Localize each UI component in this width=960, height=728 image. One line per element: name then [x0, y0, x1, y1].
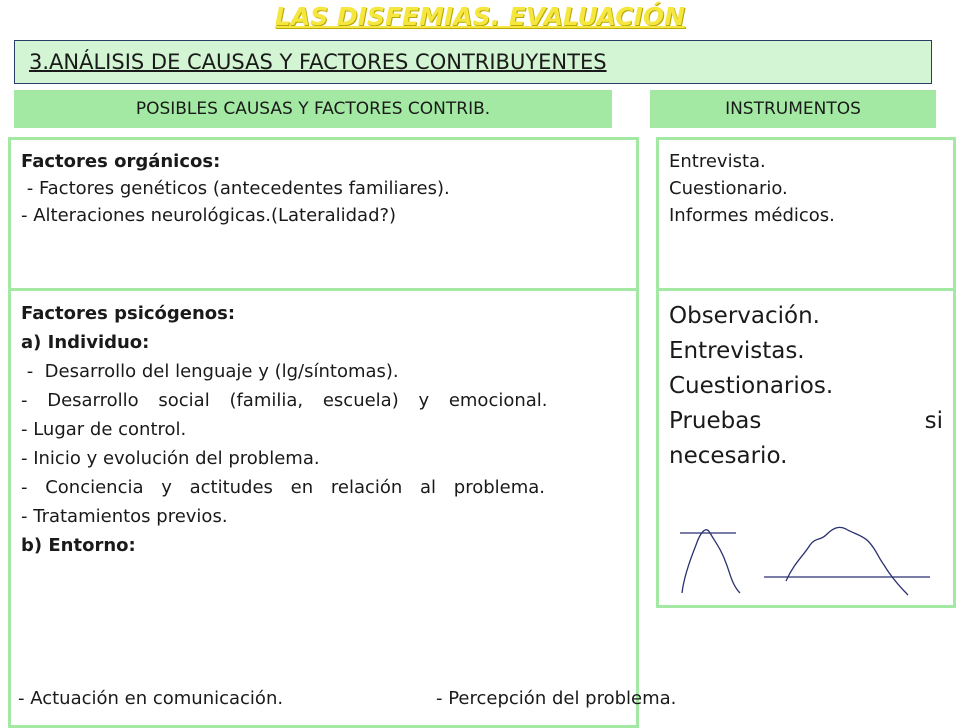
- page-title: LAS DISFEMIAS. EVALUACIÓN: [274, 2, 686, 31]
- organic-factor-item: - Alteraciones neurológicas.(Lateralidad?): [21, 205, 397, 226]
- instrument-item: Informes médicos.: [669, 205, 835, 226]
- column-header-instruments: INSTRUMENTOS: [650, 90, 936, 128]
- environment-item: - Actuación en comunicación.: [18, 688, 284, 709]
- instrument-item: Entrevistas.: [669, 338, 805, 364]
- organic-factor-item: - Factores genéticos (antecedentes familiares).: [21, 178, 450, 199]
- individual-item: - Desarrollo social (familia, escuela) y emocional.: [21, 390, 548, 411]
- psychogenic-factors-box: [8, 288, 639, 728]
- instrument-item: Observación.: [669, 303, 820, 329]
- decorative-curves: [670, 515, 940, 610]
- organic-factors-heading: Factores orgánicos:: [21, 151, 221, 172]
- environment-heading: b) Entorno:: [21, 535, 136, 556]
- instrument-item: Pruebas si necesario.: [669, 408, 943, 469]
- organic-factors-box: [8, 137, 639, 291]
- instrument-item: Cuestionario.: [669, 178, 788, 199]
- individual-item: - Inicio y evolución del problema.: [21, 448, 320, 469]
- section-heading-text: 3.ANÁLISIS DE CAUSAS Y FACTORES CONTRIBUYENTES: [29, 50, 607, 74]
- individual-heading: a) Individuo:: [21, 332, 150, 353]
- psychogenic-factors-heading: Factores psicógenos:: [21, 303, 236, 324]
- column-header-causes: POSIBLES CAUSAS Y FACTORES CONTRIB.: [14, 90, 612, 128]
- individual-item: - Tratamientos previos.: [21, 506, 228, 527]
- environment-item: - Percepción del problema.: [436, 688, 677, 709]
- instrument-item: Entrevista.: [669, 151, 766, 172]
- instruments-organic-box: [656, 137, 956, 291]
- instrument-item: Cuestionarios.: [669, 373, 834, 399]
- individual-item: - Conciencia y actitudes en relación al problema.: [21, 477, 545, 498]
- individual-item: - Lugar de control.: [21, 419, 187, 440]
- environment-items-row: [18, 684, 677, 713]
- section-heading: [14, 40, 932, 84]
- individual-item: - Desarrollo del lenguaje y (lg/síntomas).: [21, 361, 399, 382]
